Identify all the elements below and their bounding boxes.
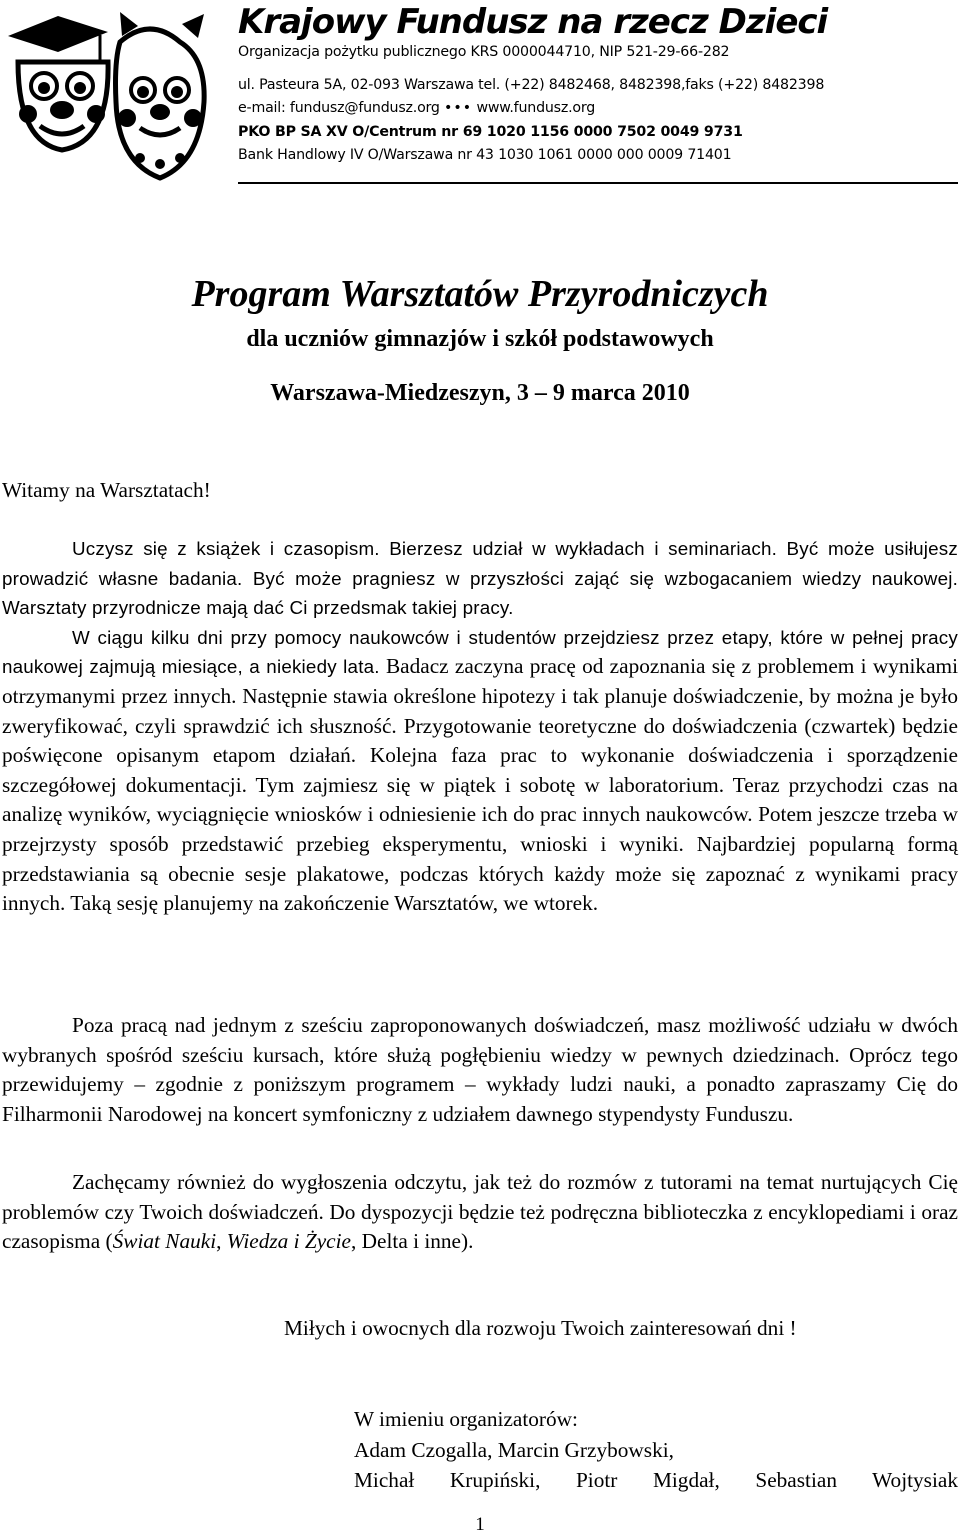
website-link[interactable]: www.fundusz.org: [476, 100, 596, 116]
separator-dots: •••: [444, 100, 473, 116]
intro-paragraphs: [2, 534, 958, 919]
paragraph-3-text: Poza pracą nad jednym z sześciu zaproponowanych doświadczeń, masz możliwość udziału w dwóch wybranych spośród sześciu kursach, które służą pogłębieniu wiedzy w pewnych dziedzinach. Oprócz tego przewidujemy – zgodnie z poniższym programem – wykłady ludzi nauki, a ponadto zapraszamy Cię do Filharmonii Narodowej na koncert symfoniczny z udziałem dawnego stypendysty Funduszu.: [2, 1013, 958, 1126]
contact-line: [238, 100, 595, 116]
paragraph-2: [2, 623, 958, 919]
two-children-faces-logo: [0, 2, 240, 188]
signature-intro: W imieniu organizatorów:: [354, 1407, 578, 1431]
bank-account-pko: PKO BP SA XV O/Centrum nr 69 1020 1156 0000 7502 0049 9731: [238, 124, 743, 140]
document-subtitle: dla uczniów gimnazjów i szkół podstawowych: [246, 326, 714, 352]
paragraph-4-end: , Delta i inne).: [351, 1229, 474, 1254]
email-address[interactable]: e-mail: fundusz@fundusz.org: [238, 100, 440, 116]
paragraph-4-text: [2, 1168, 958, 1257]
magazine-wiedza-i-zycie: Wiedza i Życie: [226, 1229, 351, 1254]
organization-address: ul. Pasteura 5A, 02-093 Warszawa tel. (+22) 8482468, 8482398,faks (+22) 8482398: [238, 77, 825, 93]
letterhead-divider: [238, 182, 958, 184]
greeting: Witamy na Warsztatach!: [2, 478, 211, 502]
organization-registration: Organizacja pożytku publicznego KRS 0000044710, NIP 521-29-66-282: [238, 44, 730, 60]
signature-block: [354, 1404, 958, 1496]
signature-names-line-1: Adam Czogalla, Marcin Grzybowski,: [354, 1437, 674, 1462]
organization-name: Krajowy Fundusz na rzecz Dzieci: [238, 2, 828, 42]
paragraph-4-start: Zachęcamy również do wygłoszenia odczytu, jak też do rozmów z tutorami na temat nurtujących Cię problemów czy Twoich doświadczeń. Do dyspozycji będzie też podręczna biblioteczka z encyklopediami i oraz czasopisma (: [2, 1170, 958, 1254]
document-title: Program Warsztatów Przyrodniczych: [191, 273, 769, 315]
paragraph-2-rest: Badacz zaczyna pracę od zapoznania się z problemem i wynikami otrzymanymi przez innych. Następnie stawia określone hipotezy i tak planuje doświadczenie, by można je było zweryfikować, czyli sprawdzić ich słuszność. Przygotowanie teoretyczne do doświadczenia (czwartek) będzie poświęcone opisanym etapom działań. Kolejna faza prac to wykonanie doświadczenia i sporządzenie szczegółowej dokumentacji. Tym zajmiesz się w piątek i sobotę w laboratorium. Teraz przychodzi czas na analizę wyników, wyciągnięcie wniosków i odniesienie ich do prac innych naukowców. Potem jeszcze trzeba w przejrzysty sposób przedstawić przebieg eksperymentu, wnioski i wyniki. Najbardziej popularną formą przedstawiania są obecnie sesje plakatowe, podczas których każdy może się zapoznać z wynikami pracy innych. Taką sesję planujemy na zakończenie Warsztatów, we wtorek.: [2, 654, 959, 916]
paragraph-4: [2, 1168, 958, 1257]
closing-wish: Miłych i owocnych dla rozwoju Twoich zainteresowań dni !: [284, 1316, 797, 1340]
bank-account-handlowy: Bank Handlowy IV O/Warszawa nr 43 1030 1061 0000 000 0009 71401: [238, 147, 732, 163]
paragraph-4-separator: ,: [216, 1229, 227, 1254]
magazine-swiat-nauki: Świat Nauki: [112, 1229, 217, 1254]
paragraph-1: Uczysz się z książek i czasopism. Bierzesz udział w wykładach i seminariach. Być może usiłujesz prowadzić własne badania. Być może pragniesz w przyszłości zająć się wzbogacaniem wiedzy naukowej. Warsztaty przyrodnicze mają dać Ci przedsmak takiej pracy.: [2, 538, 958, 619]
signature-names-line-2: Michał Krupiński, Piotr Migdał, Sebastian Wojtysiak: [354, 1468, 958, 1492]
paragraph-3: [2, 1011, 958, 1129]
place-and-date: Warszawa-Miedzeszyn, 3 – 9 marca 2010: [270, 380, 690, 406]
paragraph-2-lead: W ciągu kilku dni przy pomocy naukowców i studentów przejdziesz przez etapy, które w pełnej pracy naukowej zajmują miesiące, a niekiedy lata.: [2, 626, 958, 678]
page-number: 1: [475, 1514, 485, 1535]
